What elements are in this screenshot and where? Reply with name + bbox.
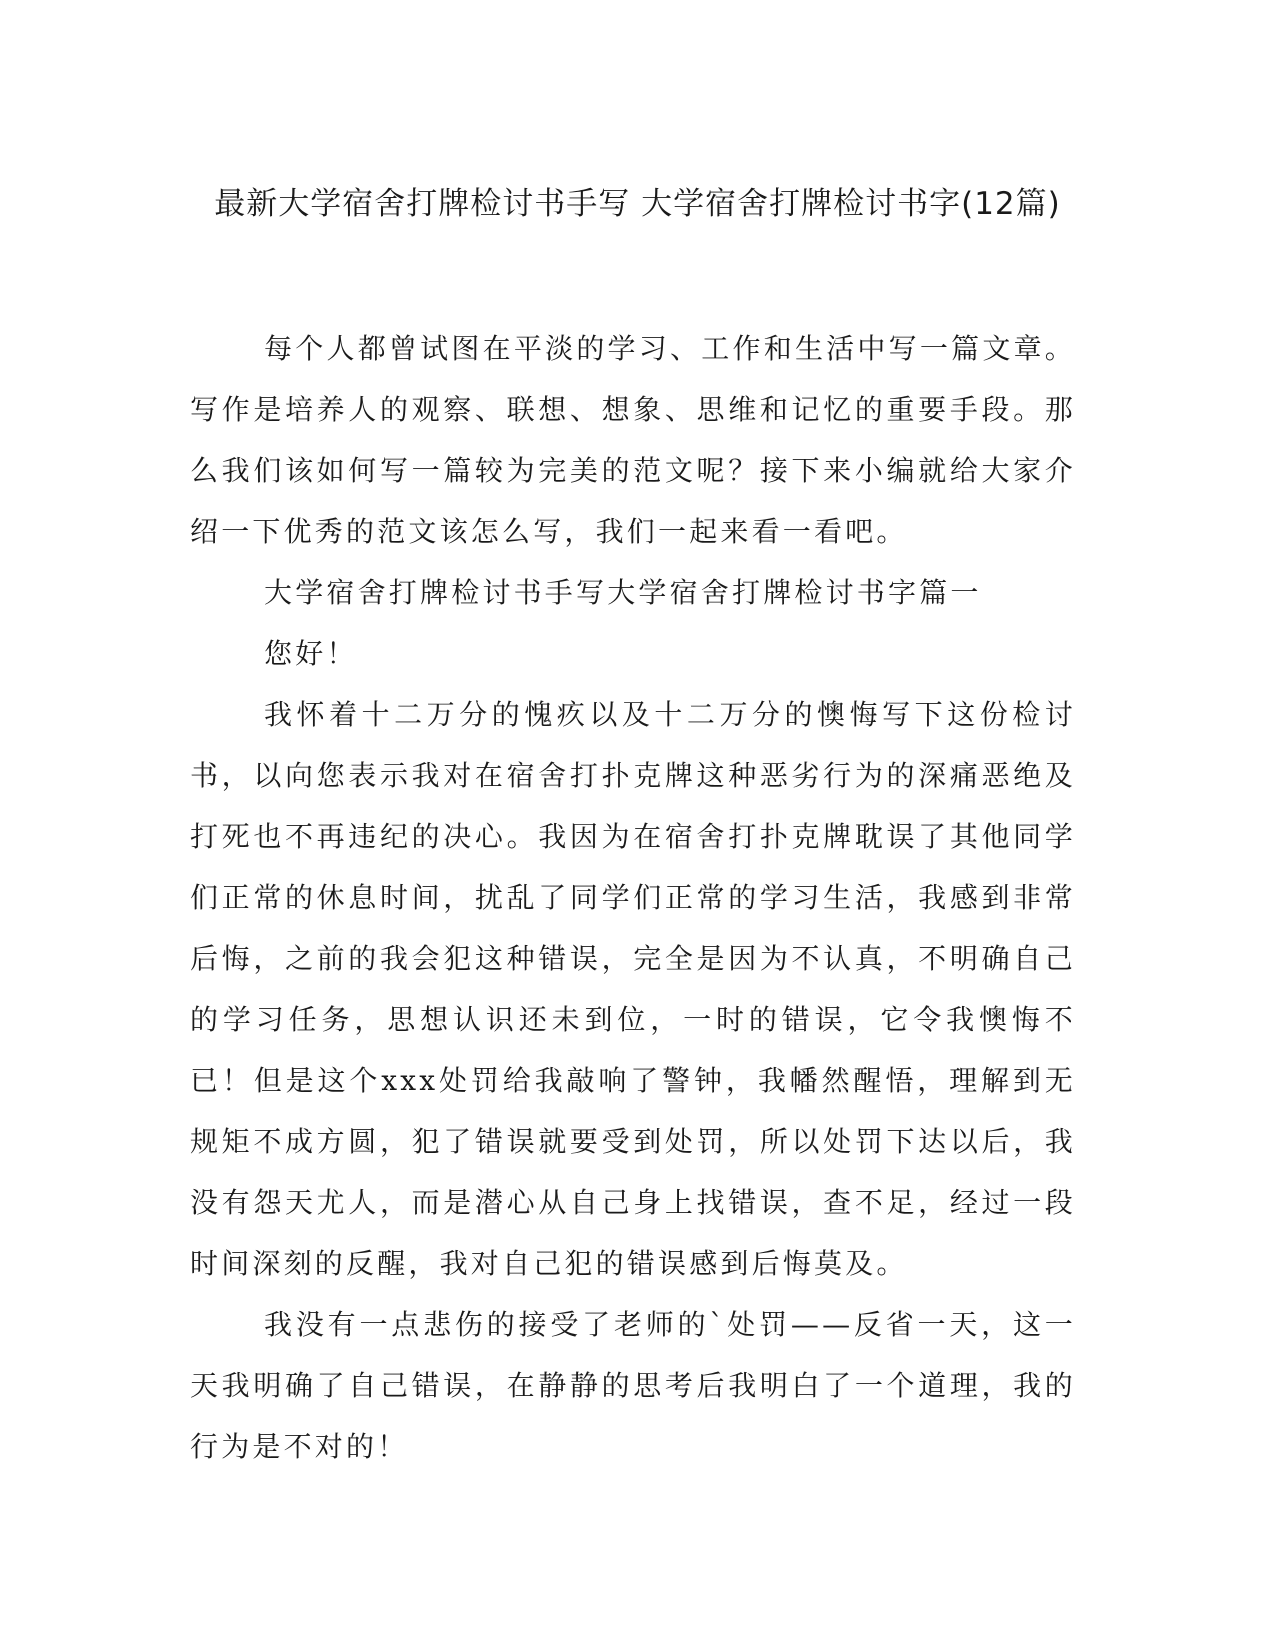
salutation: 您好！ bbox=[264, 637, 358, 670]
body-paragraph: 我没有一点悲伤的接受了老师的`处罚——反省一天，这一天我明确了自己错误，在静静的思考后我明白了一个道理，我的行为是不对的！ bbox=[190, 1308, 1076, 1463]
body-paragraph: 我怀着十二万分的愧疚以及十二万分的懊悔写下这份检讨书，以向您表示我对在宿舍打扑克牌这种恶劣行为的深痛恶绝及打死也不再违纪的决心。我因为在宿舍打扑克牌耽误了其他同学们正常的休息时间，扰乱了同学们正常的学习生活，我感到非常后悔，之前的我会犯这种错误，完全是因为不认真，不明确自己的学习任务，思想认识还未到位，一时的错误，它令我懊悔不已！但是这个xxx处罚给我敲响了警钟，我幡然醒悟，理解到无规矩不成方圆，犯了错误就要受到处罚，所以处罚下达以后，我没有怨天尤人，而是潜心从自己身上找错误，查不足，经过一段时间深刻的反醒，我对自己犯的错误感到后悔莫及。 bbox=[190, 698, 1076, 1280]
document-title: 最新大学宿舍打牌检讨书手写 大学宿舍打牌检讨书字(12篇) bbox=[214, 186, 1061, 222]
intro-paragraph: 每个人都曾试图在平淡的学习、工作和生活中写一篇文章。写作是培养人的观察、联想、想象、思维和记忆的重要手段。那么我们该如何写一篇较为完美的范文呢？接下来小编就给大家介绍一下优秀的范文该怎么写，我们一起来看一看吧。 bbox=[190, 332, 1076, 548]
section-heading: 大学宿舍打牌检讨书手写大学宿舍打牌检讨书字篇一 bbox=[264, 576, 982, 609]
document-body bbox=[190, 318, 1076, 1477]
